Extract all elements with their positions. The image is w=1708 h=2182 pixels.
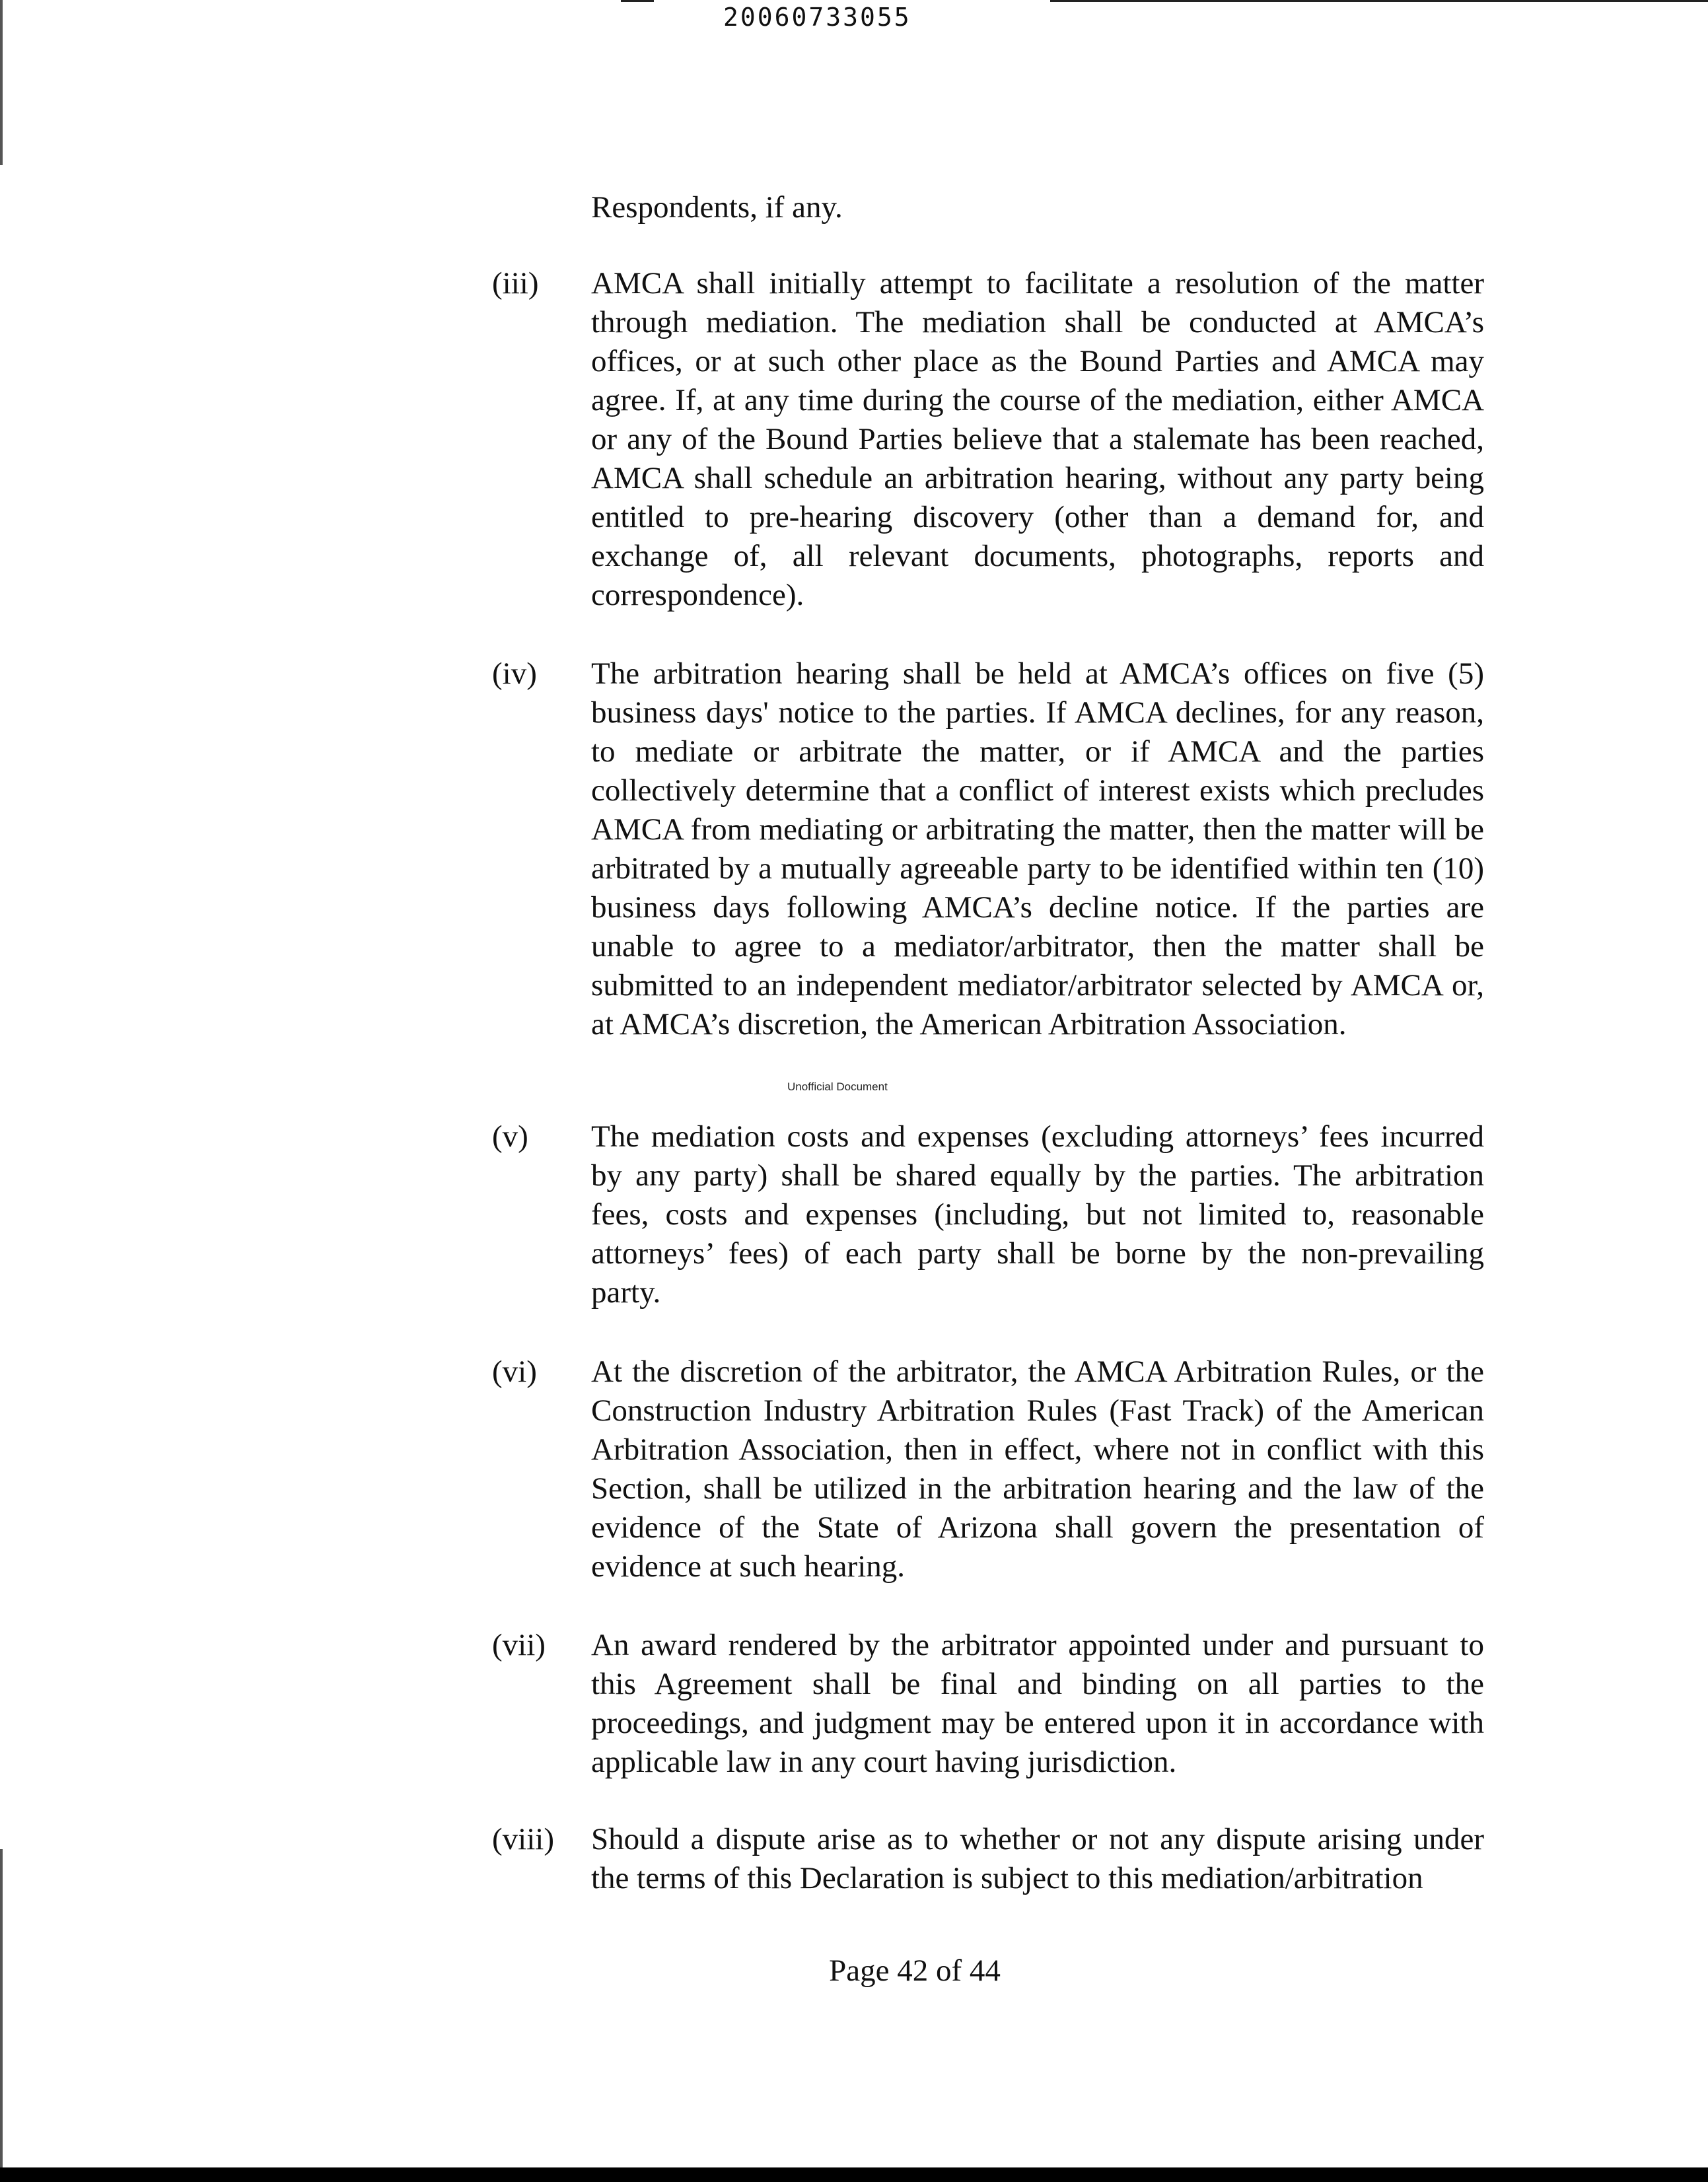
item-label: (vii)	[492, 1628, 546, 1662]
item-text: At the discretion of the arbitrator, the AMCA Arbitration Rules, or the Construction Industry Arbitration Rules (Fast Track) of the American Arbitration Association, then in effect, where not in conflict with this Section, shall be utilized in the arbitration hearing and the law of the evidence of the State of Arizona shall govern the presentation of evidence at such hearing.	[591, 1355, 1484, 1584]
item-text: The arbitration hearing shall be held at AMCA’s offices on five (5) business days' notice to the parties. If AMCA declines, for any reason, to mediate or arbitrate the matter, or if AMCA and the parties collectively determine that a conflict of interest exists which precludes AMCA from mediating or arbitrating the matter, then the matter will be arbitrated by a mutually agreeable party to be identified within ten (10) business days following AMCA’s decline notice. If the parties are unable to agree to a mediator/arbitrator, then the matter shall be submitted to an independent mediator/arbitrator selected by AMCA or, at AMCA’s discretion, the American Arbitration Association.	[591, 656, 1484, 1041]
item-label: (viii)	[492, 1822, 554, 1856]
item-label: (iv)	[492, 656, 537, 691]
item-label: (iii)	[492, 266, 539, 300]
item-text: An award rendered by the arbitrator appointed under and pursuant to this Agreement shall be final and binding on all parties to the proceedings, and judgment may be entered upon it in accordance with applicable law in any court having jurisdiction.	[591, 1628, 1484, 1779]
item-label: (vi)	[492, 1355, 537, 1389]
page-footer	[0, 1952, 1708, 1990]
item-text: Should a dispute arise as to whether or not any dispute arising under the terms of this Declaration is subject to this mediation/arbitration	[591, 1822, 1484, 1895]
item-text: The mediation costs and expenses (excluding attorneys’ fees incurred by any party) shall be shared equally by the parties. The arbitration fees, costs and expenses (including, but not limited to, reasonable attorneys’ fees) of each party shall be borne by the non-prevailing party.	[591, 1119, 1484, 1310]
scan-edge	[0, 1849, 3, 2182]
item-label: (v)	[492, 1119, 528, 1154]
recording-number: 20060733055	[723, 3, 911, 32]
scan-mark	[621, 0, 654, 2]
page-number: Page 42 of 44	[829, 1953, 1001, 1988]
scan-mark	[1050, 0, 1708, 2]
unofficial-document-watermark: Unofficial Document	[787, 1080, 888, 1093]
item-text: AMCA shall initially attempt to facilitate a resolution of the matter through mediation. The mediation shall be conducted at AMCA’s offices, or at such other place as the Bound Parties and AMCA may agree. If, at any time during the course of the mediation, either AMCA or any of the Bound Parties believe that a stalemate has been reached, AMCA shall schedule an arbitration hearing, without any party being entitled to pre-hearing discovery (other than a demand for, and exchange of, all relevant documents, photographs, reports and correspondence).	[591, 266, 1484, 612]
scan-bottom-edge	[0, 2167, 1708, 2182]
continuation-text: Respondents, if any.	[591, 190, 843, 225]
scan-edge	[0, 0, 3, 165]
